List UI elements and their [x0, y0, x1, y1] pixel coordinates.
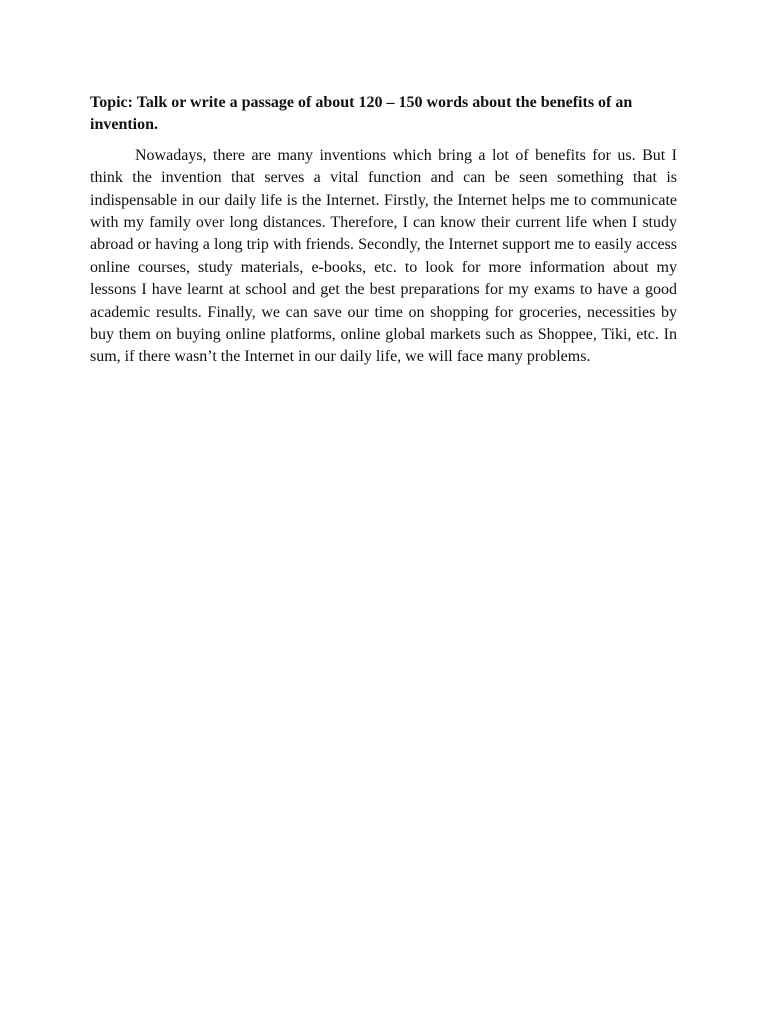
body-paragraph: Nowadays, there are many inventions which bring a lot of benefits for us. But I think the invention that serves a vital function and can be seen something that is indispensable in our daily life is the Internet. Firstly, the Internet helps me to communicate with my family over long distances. Therefore, I can know their current life when I study abroad or having a long trip with friends. Secondly, the Internet support me to easily access online courses, study materials, e-books, etc. to look for more information about my lessons I have learnt at school and get the best preparations for my exams to have a good academic results. Finally, we can save our time on shopping for groceries, necessities by buy them on buying online platforms, online global markets such as Shoppee, Tiki, etc. In sum, if there wasn’t the Internet in our daily life, we will face many problems.: [90, 146, 677, 366]
document-content: [90, 92, 677, 369]
topic-heading: Topic: Talk or write a passage of about 120 – 150 words about the benefits of an invention.: [90, 94, 633, 134]
